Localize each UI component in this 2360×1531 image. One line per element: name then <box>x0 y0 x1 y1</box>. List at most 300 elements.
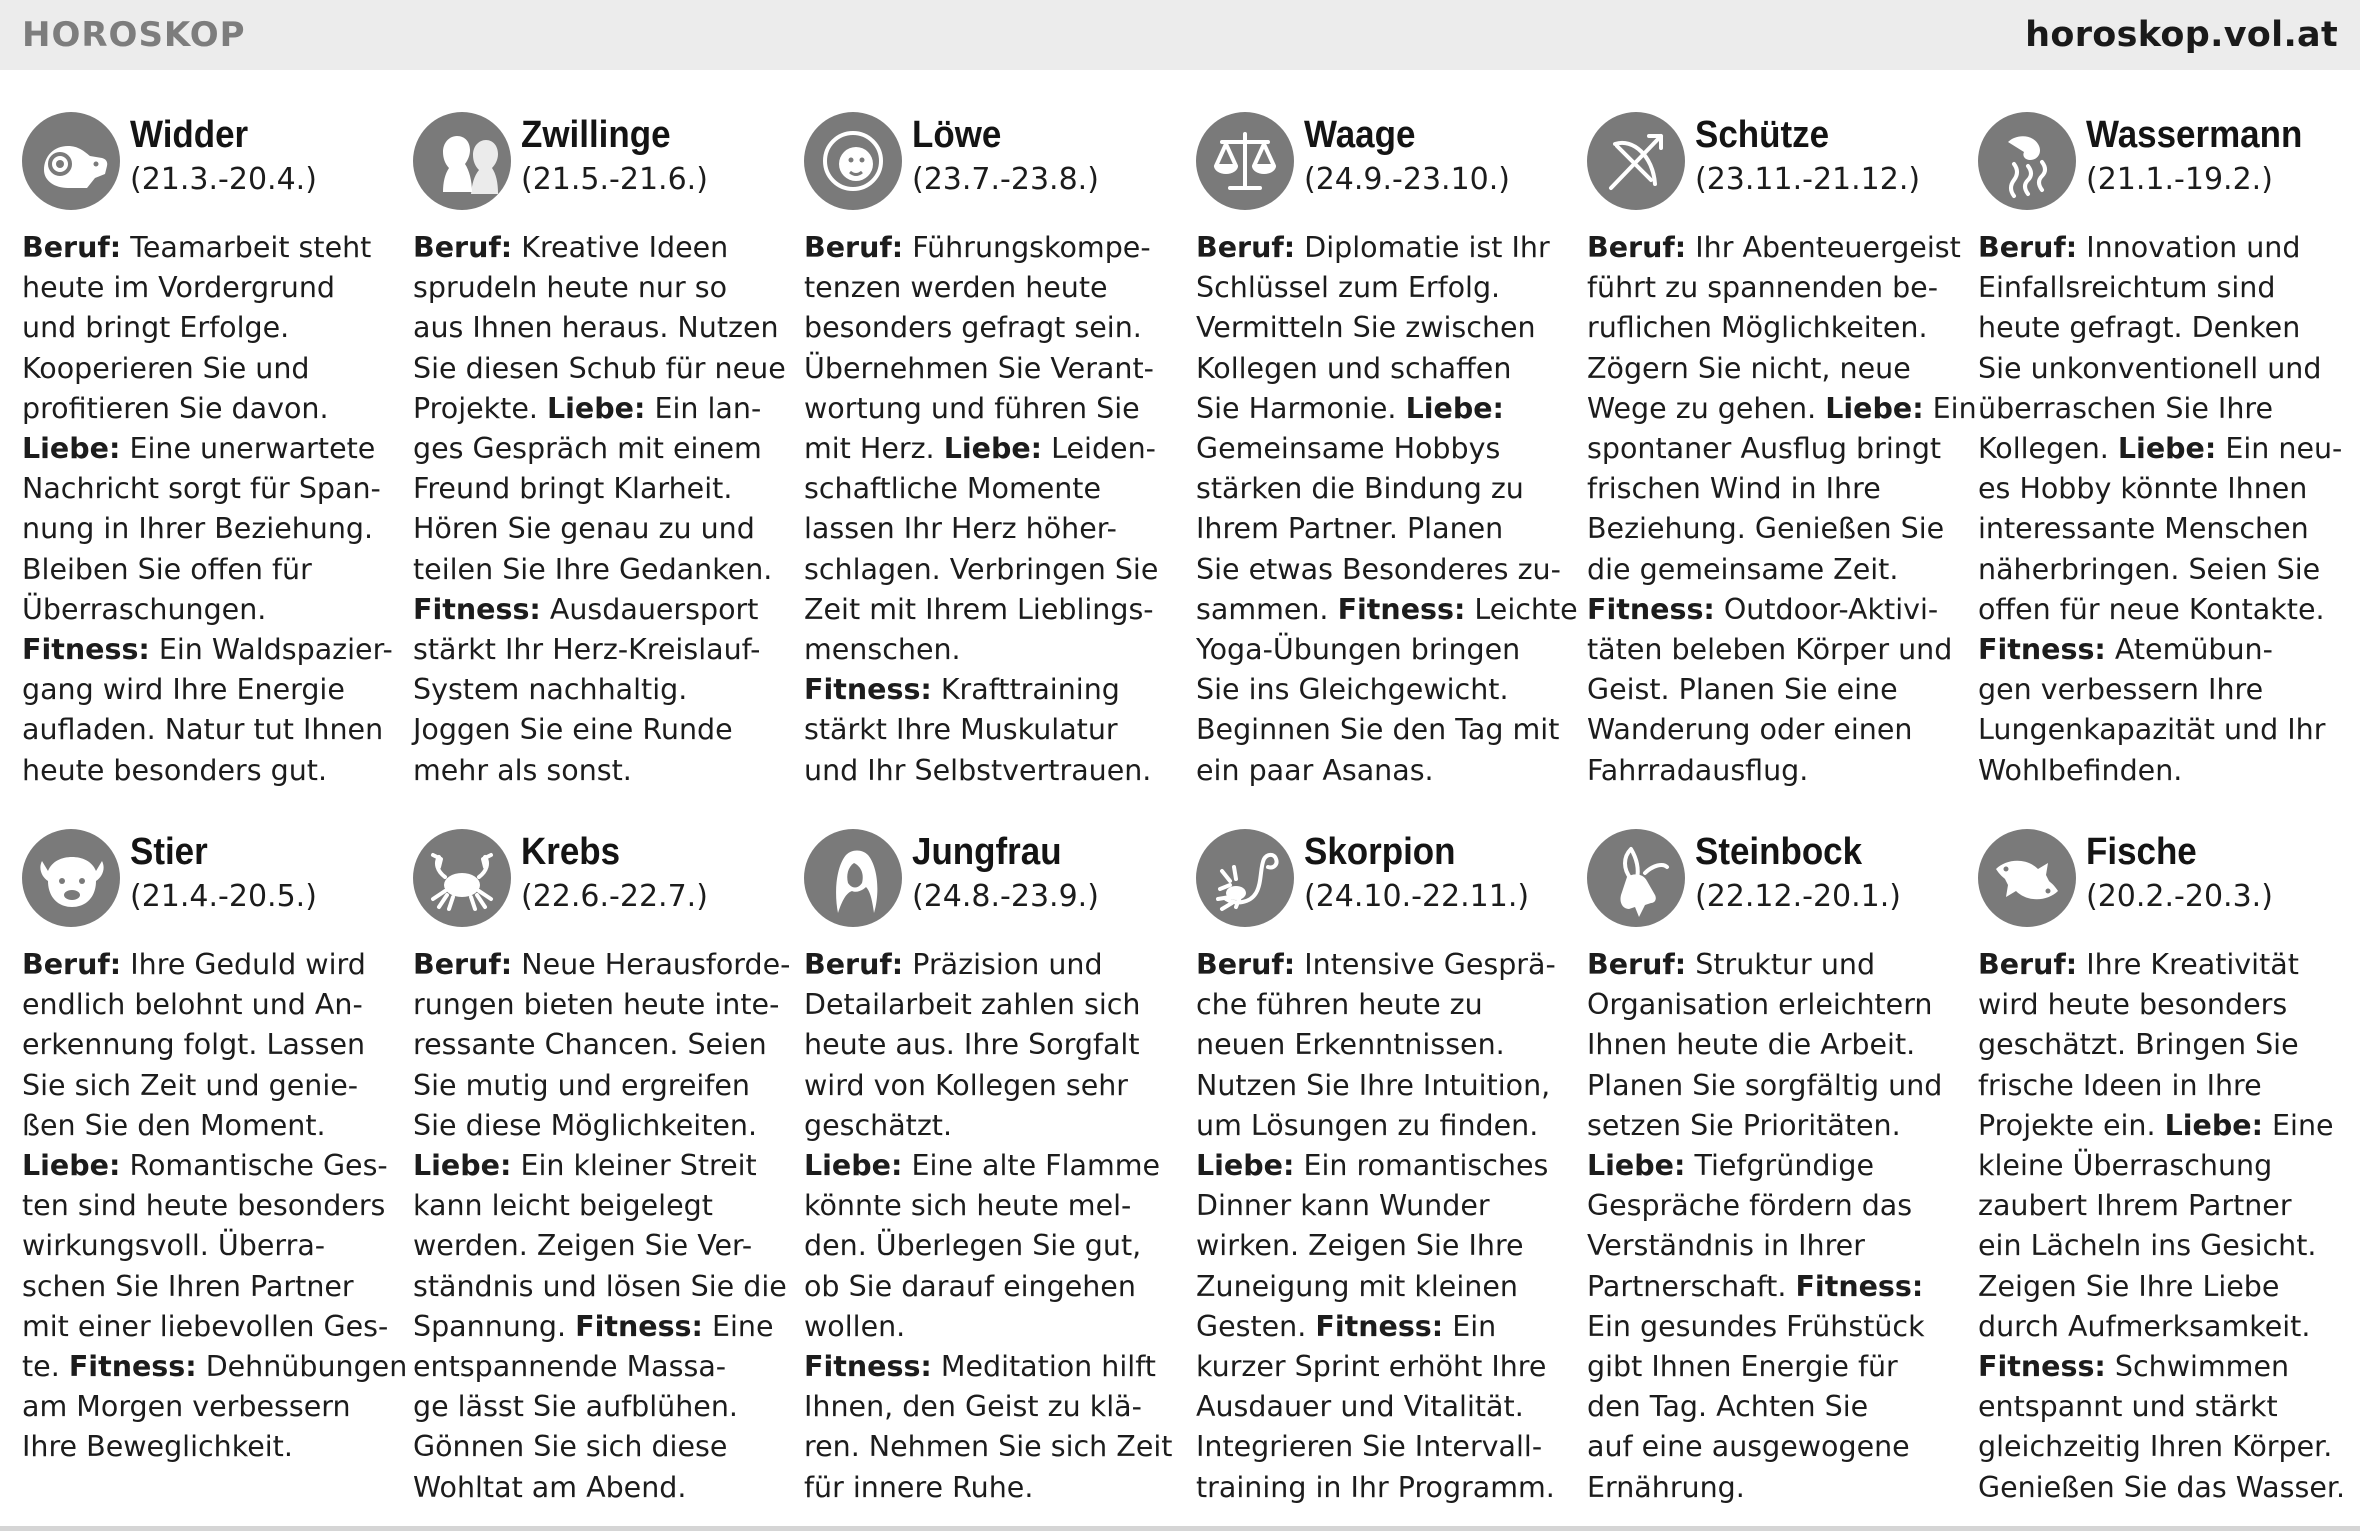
text-line <box>1978 1267 2350 1307</box>
text-line <box>804 1307 1176 1347</box>
text-segment: Ihre Beweglichkeit. <box>22 1430 293 1464</box>
lion-icon <box>804 112 902 210</box>
beruf-label: Beruf: <box>413 231 513 264</box>
text-segment: Eine <box>702 1309 774 1343</box>
page-title: HOROSKOP <box>22 15 246 55</box>
sign-header <box>22 112 394 220</box>
sign-name: Waage <box>1304 114 1416 156</box>
page-header <box>0 0 2360 70</box>
liebe-label: Liebe: <box>22 432 121 466</box>
text-segment: näherbringen. Seien Sie <box>1978 552 2321 586</box>
text-segment: ressante Chancen. Seien <box>413 1028 767 1062</box>
text-segment: Ein gesundes Frühstück <box>1587 1309 1925 1343</box>
text-line <box>1196 1025 1568 1065</box>
text-line <box>1196 1267 1568 1307</box>
sign-widder <box>22 112 394 812</box>
text-segment: Ein lan- <box>645 391 762 425</box>
text-segment: mehr als sonst. <box>413 753 632 787</box>
text-line <box>22 1267 394 1307</box>
text-line <box>1978 550 2350 590</box>
text-line <box>804 429 1176 469</box>
text-line <box>413 389 785 429</box>
text-line <box>413 1226 785 1266</box>
text-segment: Projekte ein. <box>1978 1108 2165 1142</box>
sign-text <box>1587 228 1977 791</box>
text-line <box>22 1186 394 1226</box>
sign-dates: (22.12.-20.1.) <box>1695 879 1901 914</box>
liebe-label: Liebe: <box>22 1149 121 1183</box>
liebe-label: Liebe: <box>1405 391 1504 425</box>
sign-name: Widder <box>130 114 249 156</box>
text-line <box>804 985 1176 1025</box>
sign-text <box>1978 945 2350 1508</box>
fitness-label: Fitness: <box>1978 633 2106 667</box>
text-line <box>413 670 785 710</box>
text-segment: Zögern Sie nicht, neue <box>1587 351 1911 385</box>
text-line <box>413 1468 785 1508</box>
text-segment: wirken. Zeigen Sie Ihre <box>1196 1229 1524 1263</box>
text-segment: Vermitteln Sie zwischen <box>1196 311 1536 345</box>
text-segment: Leichte <box>1465 592 1578 626</box>
text-line <box>1978 1468 2350 1508</box>
sign-stier <box>22 829 408 1529</box>
crab-icon <box>413 829 511 927</box>
beruf-label: Beruf: <box>1978 948 2078 981</box>
liebe-label: Liebe: <box>943 432 1043 466</box>
beruf-label: Beruf: <box>1978 231 2078 264</box>
text-segment: lassen Ihr Herz höher- <box>804 512 1117 546</box>
text-line <box>1978 670 2350 710</box>
fishes-icon <box>1978 829 2076 927</box>
text-line <box>1978 349 2350 389</box>
text-line <box>1978 751 2350 791</box>
text-segment: wird heute besonders <box>1978 988 2288 1022</box>
sign-fische <box>1978 829 2350 1529</box>
text-line <box>1587 1468 1959 1508</box>
text-line <box>1196 1427 1568 1467</box>
text-segment: Schlüssel zum Erfolg. <box>1196 271 1501 305</box>
text-segment: Kreative Ideen <box>512 231 729 264</box>
scales-icon <box>1196 112 1294 210</box>
text-segment: Hören Sie genau zu und <box>413 512 755 546</box>
fitness-label: Fitness: <box>575 1309 703 1343</box>
text-segment: auf eine ausgewogene <box>1587 1430 1910 1464</box>
sign-name: Skorpion <box>1304 831 1456 873</box>
text-segment: profitieren Sie davon. <box>22 391 329 425</box>
text-line <box>1587 1186 1959 1226</box>
sign-wassermann <box>1978 112 2350 812</box>
text-segment: Yoga-Übungen bringen <box>1196 633 1521 667</box>
text-segment: Meditation hilft <box>931 1350 1156 1384</box>
text-line <box>1196 1146 1568 1186</box>
sign-text <box>804 228 1176 791</box>
text-line <box>804 1267 1176 1307</box>
text-line <box>413 469 785 509</box>
text-line <box>413 1307 785 1347</box>
text-line <box>804 1347 1176 1387</box>
text-segment: Eine <box>2262 1108 2334 1142</box>
text-line <box>1587 228 1959 268</box>
text-line <box>22 1146 394 1186</box>
text-line <box>1196 1387 1568 1427</box>
text-segment: neuen Erkenntnissen. <box>1196 1028 1505 1062</box>
text-segment: könnte sich heute mel- <box>804 1189 1132 1223</box>
text-segment: heute besonders gut. <box>22 753 328 787</box>
sign-dates: (23.7.-23.8.) <box>912 162 1099 197</box>
text-line <box>1978 469 2350 509</box>
ibex-icon <box>1587 829 1685 927</box>
fitness-label: Fitness: <box>1315 1309 1444 1343</box>
text-segment: Schwimmen <box>2105 1350 2290 1384</box>
text-line <box>1978 710 2350 750</box>
text-line <box>413 1387 785 1427</box>
text-line <box>1196 429 1568 469</box>
text-line <box>804 1427 1176 1467</box>
text-line <box>1978 630 2350 670</box>
fitness-label: Fitness: <box>804 673 932 707</box>
bull-icon <box>22 829 120 927</box>
text-segment: che führen heute zu <box>1196 988 1483 1022</box>
text-segment: Wege zu gehen. <box>1587 391 1826 425</box>
sign-text <box>1587 945 1959 1508</box>
text-line <box>1587 550 1959 590</box>
text-line <box>1196 1468 1568 1508</box>
text-segment: Kooperieren Sie und <box>22 351 310 385</box>
text-segment: ges Gespräch mit einem <box>413 432 762 466</box>
liebe-label: Liebe: <box>1196 1149 1295 1183</box>
text-segment: frischen Wind in Ihre <box>1587 472 1881 506</box>
text-line <box>1587 349 1959 389</box>
text-segment: und Ihr Selbstvertrauen. <box>804 753 1152 787</box>
text-line <box>413 550 785 590</box>
bow-arrow-icon <box>1587 112 1685 210</box>
text-line <box>1196 509 1568 549</box>
text-segment: wird von Kollegen sehr <box>804 1068 1129 1102</box>
text-segment: Ihrem Partner. Planen <box>1196 512 1504 546</box>
beruf-label: Beruf: <box>804 948 904 981</box>
text-line <box>22 389 394 429</box>
sign-dates: (21.1.-19.2.) <box>2086 162 2273 197</box>
text-line <box>413 1025 785 1065</box>
text-segment: Eine unerwartete <box>120 432 376 466</box>
text-line <box>804 308 1176 348</box>
sign-header <box>1587 829 1959 937</box>
text-segment: Gespräche fördern das <box>1587 1189 1913 1223</box>
text-segment: Wohlbefinden. <box>1978 753 2183 787</box>
text-line <box>1587 590 1959 630</box>
beruf-label: Beruf: <box>1196 948 1296 981</box>
text-line <box>1196 1347 1568 1387</box>
text-segment: Ausdauer und Vitalität. <box>1196 1390 1524 1424</box>
sign-header <box>413 829 785 937</box>
text-line <box>804 349 1176 389</box>
text-line <box>804 1468 1176 1508</box>
text-segment: Beziehung. Genießen Sie <box>1587 512 1945 546</box>
text-line <box>1587 429 1959 469</box>
text-segment: sammen. <box>1196 592 1338 626</box>
text-segment: endlich belohnt und An- <box>22 988 363 1022</box>
text-segment: am Morgen verbessern <box>22 1390 351 1424</box>
text-segment: Präzision und <box>903 948 1103 981</box>
text-line <box>804 1106 1176 1146</box>
text-line <box>413 429 785 469</box>
text-line <box>413 509 785 549</box>
text-line <box>1587 1066 1959 1106</box>
text-segment: Übernehmen Sie Verant- <box>804 351 1154 385</box>
text-line <box>413 1347 785 1387</box>
sign-header <box>804 112 1176 220</box>
text-segment: Dinner kann Wunder <box>1196 1189 1490 1223</box>
text-line <box>1587 945 1959 985</box>
text-line <box>804 751 1176 791</box>
text-line <box>1587 1146 1959 1186</box>
sign-header <box>1196 112 1568 220</box>
sign-header <box>1978 112 2350 220</box>
text-segment: Nutzen Sie Ihre Intuition, <box>1196 1068 1551 1102</box>
text-segment: Kollegen. <box>1978 432 2118 466</box>
text-segment: Einfallsreichtum sind <box>1978 271 2276 305</box>
sign-jungfrau <box>804 829 1176 1529</box>
beruf-label: Beruf: <box>1196 231 1296 264</box>
text-segment: kann leicht beigelegt <box>413 1189 713 1223</box>
text-segment: ren. Nehmen Sie sich Zeit <box>804 1430 1173 1464</box>
text-segment: Wanderung oder einen <box>1587 713 1913 747</box>
text-segment: Sie ins Gleichgewicht. <box>1196 673 1509 707</box>
sign-name: Fische <box>2086 831 2197 873</box>
text-line <box>1978 1387 2350 1427</box>
liebe-label: Liebe: <box>1587 1149 1686 1183</box>
text-segment: aufladen. Natur tut Ihnen <box>22 713 384 747</box>
text-line <box>1978 389 2350 429</box>
text-line <box>1978 1347 2350 1387</box>
text-segment: Planen Sie sorgfältig und <box>1587 1068 1943 1102</box>
text-segment: Sie unkonventionell und <box>1978 351 2322 385</box>
text-segment: überraschen Sie Ihre <box>1978 391 2274 425</box>
text-line <box>413 751 785 791</box>
liebe-label: Liebe: <box>547 391 646 425</box>
text-line <box>22 590 394 630</box>
text-line <box>22 308 394 348</box>
text-segment: Ein kleiner Streit <box>511 1149 757 1183</box>
text-line <box>1196 389 1568 429</box>
text-line <box>22 1025 394 1065</box>
text-segment: wortung und führen Sie <box>804 391 1140 425</box>
text-segment: Organisation erleichtern <box>1587 988 1933 1022</box>
text-line <box>22 429 394 469</box>
text-line <box>413 1427 785 1467</box>
sign-dates: (23.11.-21.12.) <box>1695 162 1921 197</box>
text-line <box>1587 1347 1959 1387</box>
text-line <box>1978 1106 2350 1146</box>
text-line <box>22 1307 394 1347</box>
fitness-label: Fitness: <box>22 633 150 667</box>
beruf-label: Beruf: <box>22 948 122 981</box>
text-segment: die gemeinsame Zeit. <box>1587 552 1899 586</box>
sign-schütze <box>1587 112 1977 812</box>
text-segment: heute im Vordergrund <box>22 271 335 305</box>
text-segment: Genießen Sie das Wasser. <box>1978 1470 2346 1504</box>
text-segment: mit einer liebevollen Ges- <box>22 1309 389 1343</box>
text-line <box>1587 1226 1959 1266</box>
text-segment: erkennung folgt. Lassen <box>22 1028 366 1062</box>
text-segment: Struktur und <box>1686 948 1876 981</box>
text-segment: Eine alte Flamme <box>902 1149 1161 1183</box>
text-segment: Ausdauersport <box>540 592 759 626</box>
text-line <box>1587 389 1977 429</box>
text-segment: Neue Herausforde- <box>512 948 791 981</box>
text-line <box>22 670 394 710</box>
text-line <box>22 268 394 308</box>
text-segment: entspannt und stärkt <box>1978 1390 2278 1424</box>
text-line <box>804 630 1176 670</box>
text-line <box>1978 1307 2350 1347</box>
text-segment: Ein neu- <box>2216 432 2343 466</box>
text-segment: Ein Waldspazier- <box>149 633 393 667</box>
text-segment: Sie etwas Besonderes zu- <box>1196 552 1561 586</box>
text-segment: Romantische Ges- <box>120 1149 388 1183</box>
text-line <box>22 349 394 389</box>
text-line <box>804 1186 1176 1226</box>
text-line <box>22 509 394 549</box>
text-segment: den. Überlegen Sie gut, <box>804 1229 1142 1263</box>
text-segment: Geist. Planen Sie eine <box>1587 673 1898 707</box>
text-segment: werden. Zeigen Sie Ver- <box>413 1229 753 1263</box>
text-segment: gleichzeitig Ihren Körper. <box>1978 1430 2333 1464</box>
text-segment: Ernährung. <box>1587 1470 1745 1504</box>
text-line <box>1587 710 1959 750</box>
text-line <box>1587 1267 1959 1307</box>
text-segment: Teamarbeit steht <box>121 231 372 264</box>
text-segment: Ihnen heute die Arbeit. <box>1587 1028 1916 1062</box>
fitness-label: Fitness: <box>68 1350 197 1384</box>
text-segment: führt zu spannenden be- <box>1587 271 1938 305</box>
text-segment: rungen bieten heute inte- <box>413 988 780 1022</box>
sign-name: Stier <box>130 831 208 873</box>
text-line <box>1587 469 1959 509</box>
text-line <box>1196 985 1568 1025</box>
text-line <box>804 1226 1176 1266</box>
text-line <box>804 389 1176 429</box>
text-line <box>1978 509 2350 549</box>
text-segment: Gemeinsame Hobbys <box>1196 432 1501 466</box>
text-line <box>22 945 394 985</box>
text-segment: Verständnis in Ihrer <box>1587 1229 1865 1263</box>
sign-text <box>413 228 785 791</box>
text-segment: Innovation und <box>2077 231 2301 264</box>
scorpion-icon <box>1196 829 1294 927</box>
text-segment: kleine Überraschung <box>1978 1149 2273 1183</box>
liebe-label: Liebe: <box>2164 1108 2263 1142</box>
text-line <box>804 945 1176 985</box>
text-line <box>1587 1307 1959 1347</box>
text-segment: Zuneigung mit kleinen <box>1196 1269 1518 1303</box>
site-url[interactable]: horoskop.vol.at <box>2025 15 2338 55</box>
text-segment: Bleiben Sie offen für <box>22 552 312 586</box>
text-line <box>1978 429 2350 469</box>
text-segment: Tiefgründige <box>1685 1149 1875 1183</box>
text-segment: ein paar Asanas. <box>1196 753 1434 787</box>
text-segment: ge lässt Sie aufblühen. <box>413 1390 738 1424</box>
sign-text <box>1196 945 1568 1508</box>
text-segment: Projekte. <box>413 391 547 425</box>
text-line <box>413 1186 785 1226</box>
text-line <box>1196 670 1568 710</box>
text-line <box>804 1025 1176 1065</box>
text-line <box>22 985 394 1025</box>
text-line <box>804 710 1176 750</box>
text-line <box>22 710 394 750</box>
text-segment: Gesten. <box>1196 1309 1316 1343</box>
text-line <box>1587 509 1959 549</box>
text-line <box>413 268 785 308</box>
text-segment: Ihre Geduld wird <box>121 948 366 981</box>
text-line <box>804 268 1176 308</box>
sign-name: Jungfrau <box>912 831 1062 873</box>
beruf-label: Beruf: <box>413 948 513 981</box>
liebe-label: Liebe: <box>804 1149 903 1183</box>
text-segment: ruflichen Möglichkeiten. <box>1587 311 1928 345</box>
text-line <box>1587 1387 1959 1427</box>
text-line <box>413 308 785 348</box>
text-line <box>22 751 394 791</box>
text-segment: Zeigen Sie Ihre Liebe <box>1978 1269 2280 1303</box>
fitness-label: Fitness: <box>1978 1350 2106 1384</box>
text-line <box>1196 550 1568 590</box>
text-line <box>1196 308 1568 348</box>
text-segment: setzen Sie Prioritäten. <box>1587 1108 1901 1142</box>
text-segment: ständnis und lösen Sie die <box>413 1269 787 1303</box>
sign-header <box>1978 829 2350 937</box>
text-segment: nung in Ihrer Beziehung. <box>22 512 374 546</box>
beruf-label: Beruf: <box>1587 231 1687 264</box>
text-segment: Integrieren Sie Intervall- <box>1196 1430 1543 1464</box>
text-line <box>1587 268 1959 308</box>
sign-name: Wassermann <box>2086 114 2303 156</box>
text-line <box>1978 308 2350 348</box>
text-line <box>1978 1146 2350 1186</box>
text-line <box>1196 751 1568 791</box>
text-segment: stärkt Ihre Muskulatur <box>804 713 1118 747</box>
sign-name: Steinbock <box>1695 831 1863 873</box>
ram-icon <box>22 112 120 210</box>
text-segment: Führungskompe- <box>903 231 1151 264</box>
beruf-label: Beruf: <box>22 231 122 264</box>
text-line <box>1196 228 1568 268</box>
sign-skorpion <box>1196 829 1568 1529</box>
sign-text <box>22 945 408 1468</box>
sign-dates: (21.5.-21.6.) <box>521 162 708 197</box>
text-segment: offen für neue Kontakte. <box>1978 592 2325 626</box>
text-segment: Sie mutig und ergreifen <box>413 1068 750 1102</box>
text-segment: entspannende Massa- <box>413 1350 727 1384</box>
fitness-label: Fitness: <box>804 1350 932 1384</box>
text-segment: geschätzt. <box>804 1108 953 1142</box>
text-segment: Intensive Gesprä- <box>1295 948 1556 981</box>
text-line <box>1587 630 1959 670</box>
sign-name: Zwillinge <box>521 114 671 156</box>
text-line <box>1587 985 1959 1025</box>
text-line <box>413 985 785 1025</box>
text-segment: Sie diesen Schub für neue <box>413 351 786 385</box>
text-segment: Wohltat am Abend. <box>413 1470 687 1504</box>
text-line <box>1196 1066 1568 1106</box>
text-line <box>1978 1427 2350 1467</box>
text-segment: te. <box>22 1350 69 1384</box>
text-segment: aus Ihnen heraus. Nutzen <box>413 311 779 345</box>
text-line <box>413 1106 785 1146</box>
text-segment: Fahrradausflug. <box>1587 753 1809 787</box>
sign-header <box>1587 112 1959 220</box>
